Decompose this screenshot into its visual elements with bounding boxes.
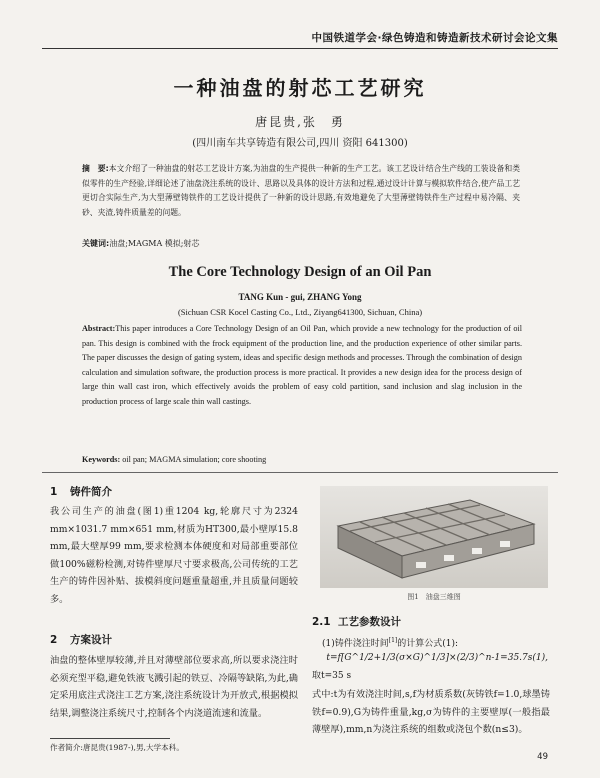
cn-affiliation: (四川南车共享铸造有限公司,四川 资阳 641300) (192, 138, 408, 149)
section-1-title: 铸件简介 (70, 486, 112, 498)
section-2-heading (50, 632, 112, 647)
oil-pan-figure (320, 486, 548, 588)
en-abstract (82, 322, 522, 409)
section-divider (42, 472, 558, 473)
section-2-1-number: 2.1 (312, 616, 331, 628)
cn-keywords-label: 关键词: (82, 239, 110, 248)
en-affiliation: (Sichuan CSR Kocel Casting Co., Ltd., Ziyang641300, Sichuan, China) (177, 307, 423, 317)
section-2-number: 2 (50, 634, 58, 646)
formula-equation: t=f[G^1/2+1/3(σ×G)^1/3]×(2/3)^n-1=35.7s(1), (326, 653, 548, 663)
cn-abstract (82, 162, 520, 220)
en-keywords-text: oil pan; MAGMA simulation; core shooting (122, 455, 267, 464)
figure-caption: 图1 油盘三维图 (407, 593, 461, 601)
en-abstract-text: This paper introduces a Core Technology Design of an Oil Pan, which provide a new technology for the production of oil pan. This design is combined with the frock equipment of the production line, and the production experience of other similar parts. The paper discusses the design of gating system, ideas and specific design methods and processes. Through the combination of design calculation and simulation software, the production process is more practical. It provides a new design idea for the process design of large thin wall cast iron, which effectively avoids the problem of easy cold partition, sand inclusion and slag inclusion in the production process of large scale thin wall castings. (82, 324, 522, 406)
formula-description: 式中:t为有效浇注时间,s,f为材质系数(灰铸铁f=1.0,球墨铸铁f=0.9),G为铸件重量,kg,σ为铸件的主要壁厚(一般指最薄壁厚),mm,n为浇注系统的组数或浇包个数(n≤3)。 (312, 689, 550, 736)
section-2-1-heading (312, 614, 401, 629)
section-2-1-title: 工艺参数设计 (338, 616, 401, 628)
en-keywords-label: Keywords: (82, 455, 121, 464)
cn-abstract-text: 本文介绍了一种油盘的射芯工艺设计方案,为油盘的生产提供一种新的生产工艺。该工艺设计结合生产线的工装设备和类似零件的生产经验,详细论述了油盘浇注系统的设计、思路以及具体的设计方法和过程,通过设计计算与模拟软件结合,使产品工艺更切合实际生产,为大型薄壁铸铁件的工艺设计提供了一种新的设计思路,有效地避免了大型薄壁铸铁件生产过程中易冷隔、夹砂、夹渣,铸件质量差的问题。 (82, 164, 520, 217)
section-2-body: 油盘的整体壁厚较薄,并且对薄壁部位要求高,所以要求浇注时必须充型平稳,避免铁液飞溅引起的铁豆、冷隔等缺陷,为此,确定采用底注式浇注工艺方案,浇注系统设计为开放式,根据模拟结果,调整浇注系统尺寸,控制各个内浇道流速和流量。 (50, 655, 298, 719)
cn-keywords-text: 油盘;MAGMA 模拟;射芯 (109, 239, 200, 248)
oil-pan-3d-image (320, 486, 548, 588)
cn-title: 一种油盘的射芯工艺研究 (173, 76, 427, 100)
en-title: The Core Technology Design of an Oil Pan (168, 264, 432, 280)
cn-authors: 唐昆贵,张 勇 (255, 115, 345, 129)
page-number: 49 (537, 752, 548, 762)
section-1-heading (50, 484, 112, 499)
en-keywords (82, 455, 266, 464)
running-head: 中国铁道学会·绿色铸造和铸造新技术研讨会论文集 (311, 32, 558, 44)
cn-keywords (82, 238, 199, 249)
header-rule (42, 48, 558, 49)
formula-intro-text: (1)铸件浇注时间 (322, 639, 389, 649)
en-authors: TANG Kun - gui, ZHANG Yong (238, 292, 362, 302)
author-footnote: 作者简介:唐昆贵(1987-),男,大学本科。 (50, 743, 184, 752)
section-2-title: 方案设计 (70, 634, 112, 646)
footnote-rule (50, 738, 170, 739)
en-abstract-label: Abstract: (82, 324, 116, 333)
cn-abstract-label: 摘 要: (82, 164, 109, 173)
formula-intro-text-2: 的计算公式(1): (397, 639, 459, 649)
formula-result: 取t=35 s (312, 671, 352, 681)
section-1-number: 1 (50, 486, 58, 498)
formula-citation: [1] (388, 637, 398, 644)
section-1-body: 我公司生产的油盘(图1)重1204 kg,轮廓尺寸为2324 mm×1031.7 mm×651 mm,材质为HT300,最小壁厚15.8 mm,最大壁厚99 mm,要求检测本体硬度和对局部重要部位做100%磁粉检测,对铸件壁厚尺寸要求极高,公司传统的工艺生产的铸件因补贴、拔模斜度问题重量超重,并且质量问题较多。 (50, 506, 298, 605)
